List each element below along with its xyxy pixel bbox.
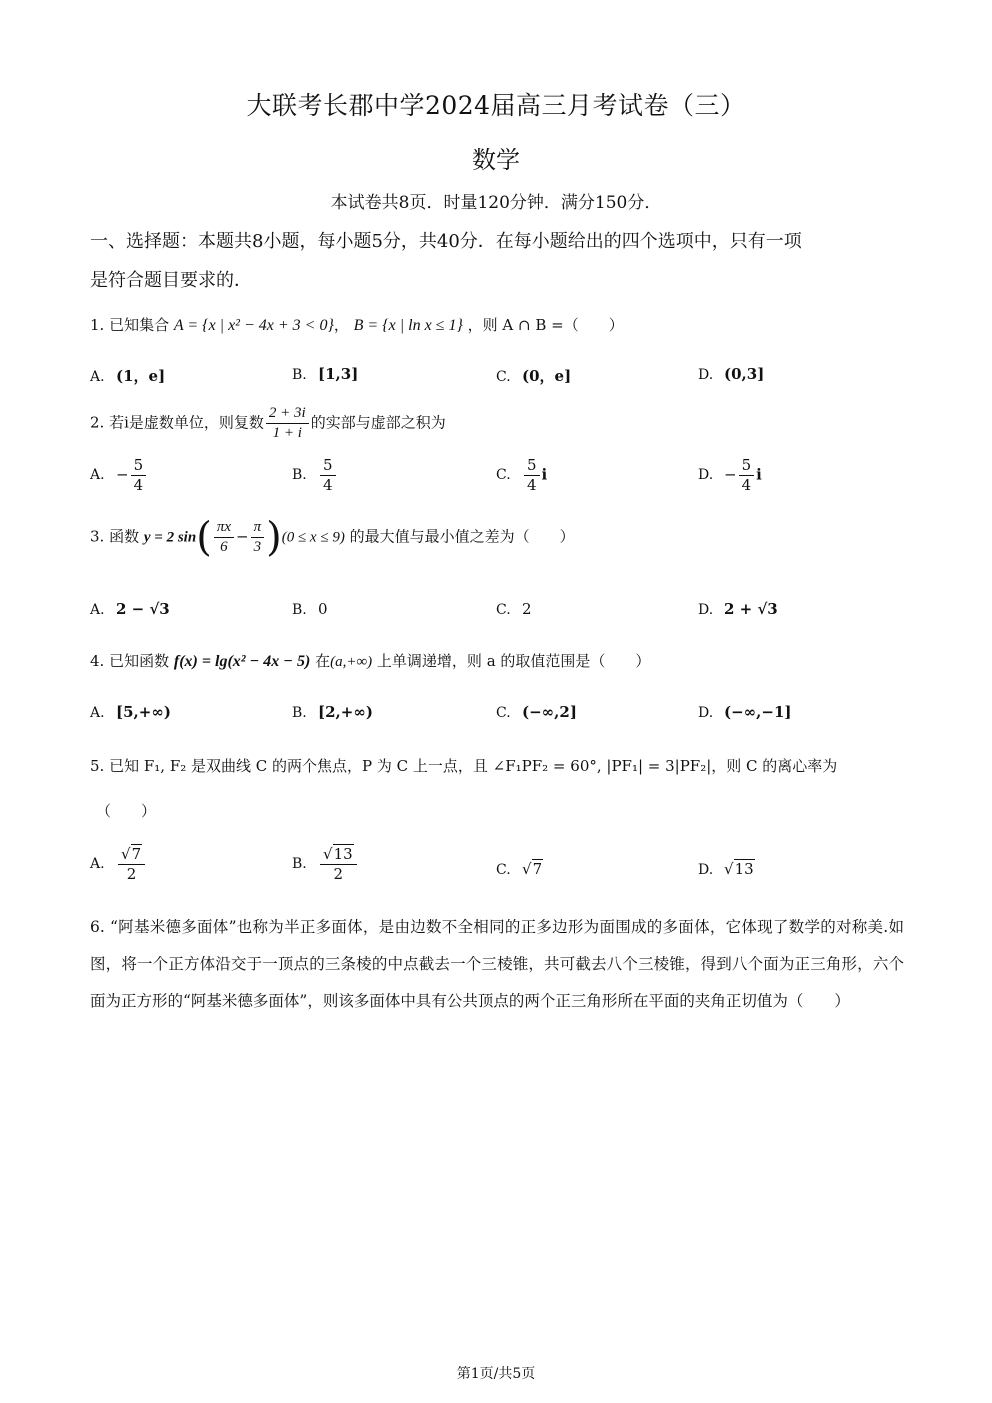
section-heading-line1: 一、选择题：本题共8小题，每小题5分，共40分．在每小题给出的四个选项中，只有一项 — [90, 231, 802, 252]
question-text: 已知 F₁, F₂ 是双曲线 C 的两个焦点，P 为 C 上一点，且 ∠F₁PF₂ = 60°, |PF₁| = 3|PF₂|，则 C 的离心率为 — [109, 757, 838, 775]
option-c[interactable]: C. √7 — [496, 860, 543, 878]
exam-title: 大联考长郡中学2024届高三月考试卷（三） — [246, 91, 746, 120]
question-text: 已知集合 — [109, 316, 170, 334]
question-text-post: 上单调递增，则 a 的取值范围是（ ） — [376, 652, 651, 670]
separator: ， — [333, 316, 349, 334]
subject-title: 数学 — [472, 146, 520, 174]
question-number: 1. — [90, 316, 105, 334]
option-b[interactable]: B. 0 — [292, 600, 328, 618]
option-a[interactable]: A. − $\frac{5}{4}$ — [90, 456, 148, 495]
option-d[interactable]: D. 2 + √3 — [698, 600, 778, 618]
question-text-post: 的最大值与最小值之差为（ ） — [349, 527, 575, 546]
section-heading-line2: 是符合题目要求的． — [90, 270, 252, 291]
page-footer: 第1页/共5页 — [456, 1366, 536, 1382]
set-b: B = {x | ln x ≤ 1} — [353, 317, 463, 334]
option-a[interactable]: A. [5,+∞) — [90, 703, 171, 721]
option-b[interactable]: B. [1,3] — [292, 365, 359, 383]
question-3: 3. 函数 y = 2 sin( $\frac{\pi x}{6}$ − $\frac{\pi}{3}$ )(0 ≤ x ≤ 9) 的最大值与最小值之差为（ ） — [90, 514, 575, 561]
option-c[interactable]: C. 2 — [496, 600, 532, 618]
option-c[interactable]: C. (0，e] — [496, 367, 572, 385]
answer-paren: （ ） — [96, 802, 157, 820]
question-5 — [90, 755, 837, 776]
option-d[interactable]: D. (0,3] — [698, 365, 765, 383]
option-c[interactable]: C. $\frac{5}{4}$ i — [496, 456, 548, 494]
question-4: 4. 已知函数 f(x) = lg(x² − 4x − 5) 在(a,+∞) 上单调递增，则 a 的取值范围是（ ） — [90, 652, 651, 670]
option-a[interactable]: A. 2 − √3 — [90, 600, 170, 618]
function-expr: f(x) = lg(x² − 4x − 5) — [173, 653, 311, 670]
option-b[interactable]: B. $\frac{√13}{2}$ — [292, 845, 359, 884]
question-number: 2. — [90, 413, 105, 432]
option-a[interactable]: A. $\frac{√7}{2}$ — [90, 845, 147, 884]
question-number: 3. — [90, 527, 105, 546]
question-1 — [90, 314, 624, 335]
question-text: 函数 — [109, 527, 140, 546]
option-d[interactable]: D. (−∞,−1] — [698, 703, 792, 721]
question-number: 4. — [90, 652, 105, 670]
question-text: 若i是虚数单位，则复数 — [109, 413, 264, 432]
function-expr: y = 2 sin — [143, 529, 197, 546]
option-c[interactable]: C. (−∞,2] — [496, 703, 577, 721]
complex-fraction: $\frac{2 + 3i}{1 + i}$ — [266, 404, 309, 443]
question-2 — [90, 404, 446, 443]
question-6: 6. “阿基米德多面体”也称为半正多面体，是由边数不全相同的正多边形为面围成的多面体，它体现了数学的对称美.如图，将一个正方体沿交于一顶点的三条棱的中点截去一个三棱锥，共可截去八个三棱锥，得到八个面为正三角形，六个面为正方形的“阿基米德多面体”，则该多面体中具有公共顶点的两个正三角形所在平面的夹角正切值为（ ） — [90, 918, 904, 1010]
option-d[interactable]: D. − $\frac{5}{4}$ i — [698, 456, 762, 494]
option-b[interactable]: B. [2,+∞) — [292, 703, 373, 721]
question-text-post: ，则 A ∩ B =（ ） — [467, 316, 624, 334]
question-number: 5. — [90, 757, 105, 775]
question-text-post: 的实部与虚部之积为 — [310, 413, 446, 432]
set-a: A = {x | x² − 4x + 3 < 0} — [173, 317, 334, 334]
question-text: 已知函数 — [109, 652, 170, 670]
exam-info: 本试卷共8页．时量120分钟．满分150分． — [330, 193, 662, 213]
option-d[interactable]: D. √13 — [698, 860, 754, 878]
option-a[interactable]: A. (1，e] — [90, 367, 166, 385]
option-b[interactable]: B. $\frac{5}{4}$ — [292, 456, 338, 495]
